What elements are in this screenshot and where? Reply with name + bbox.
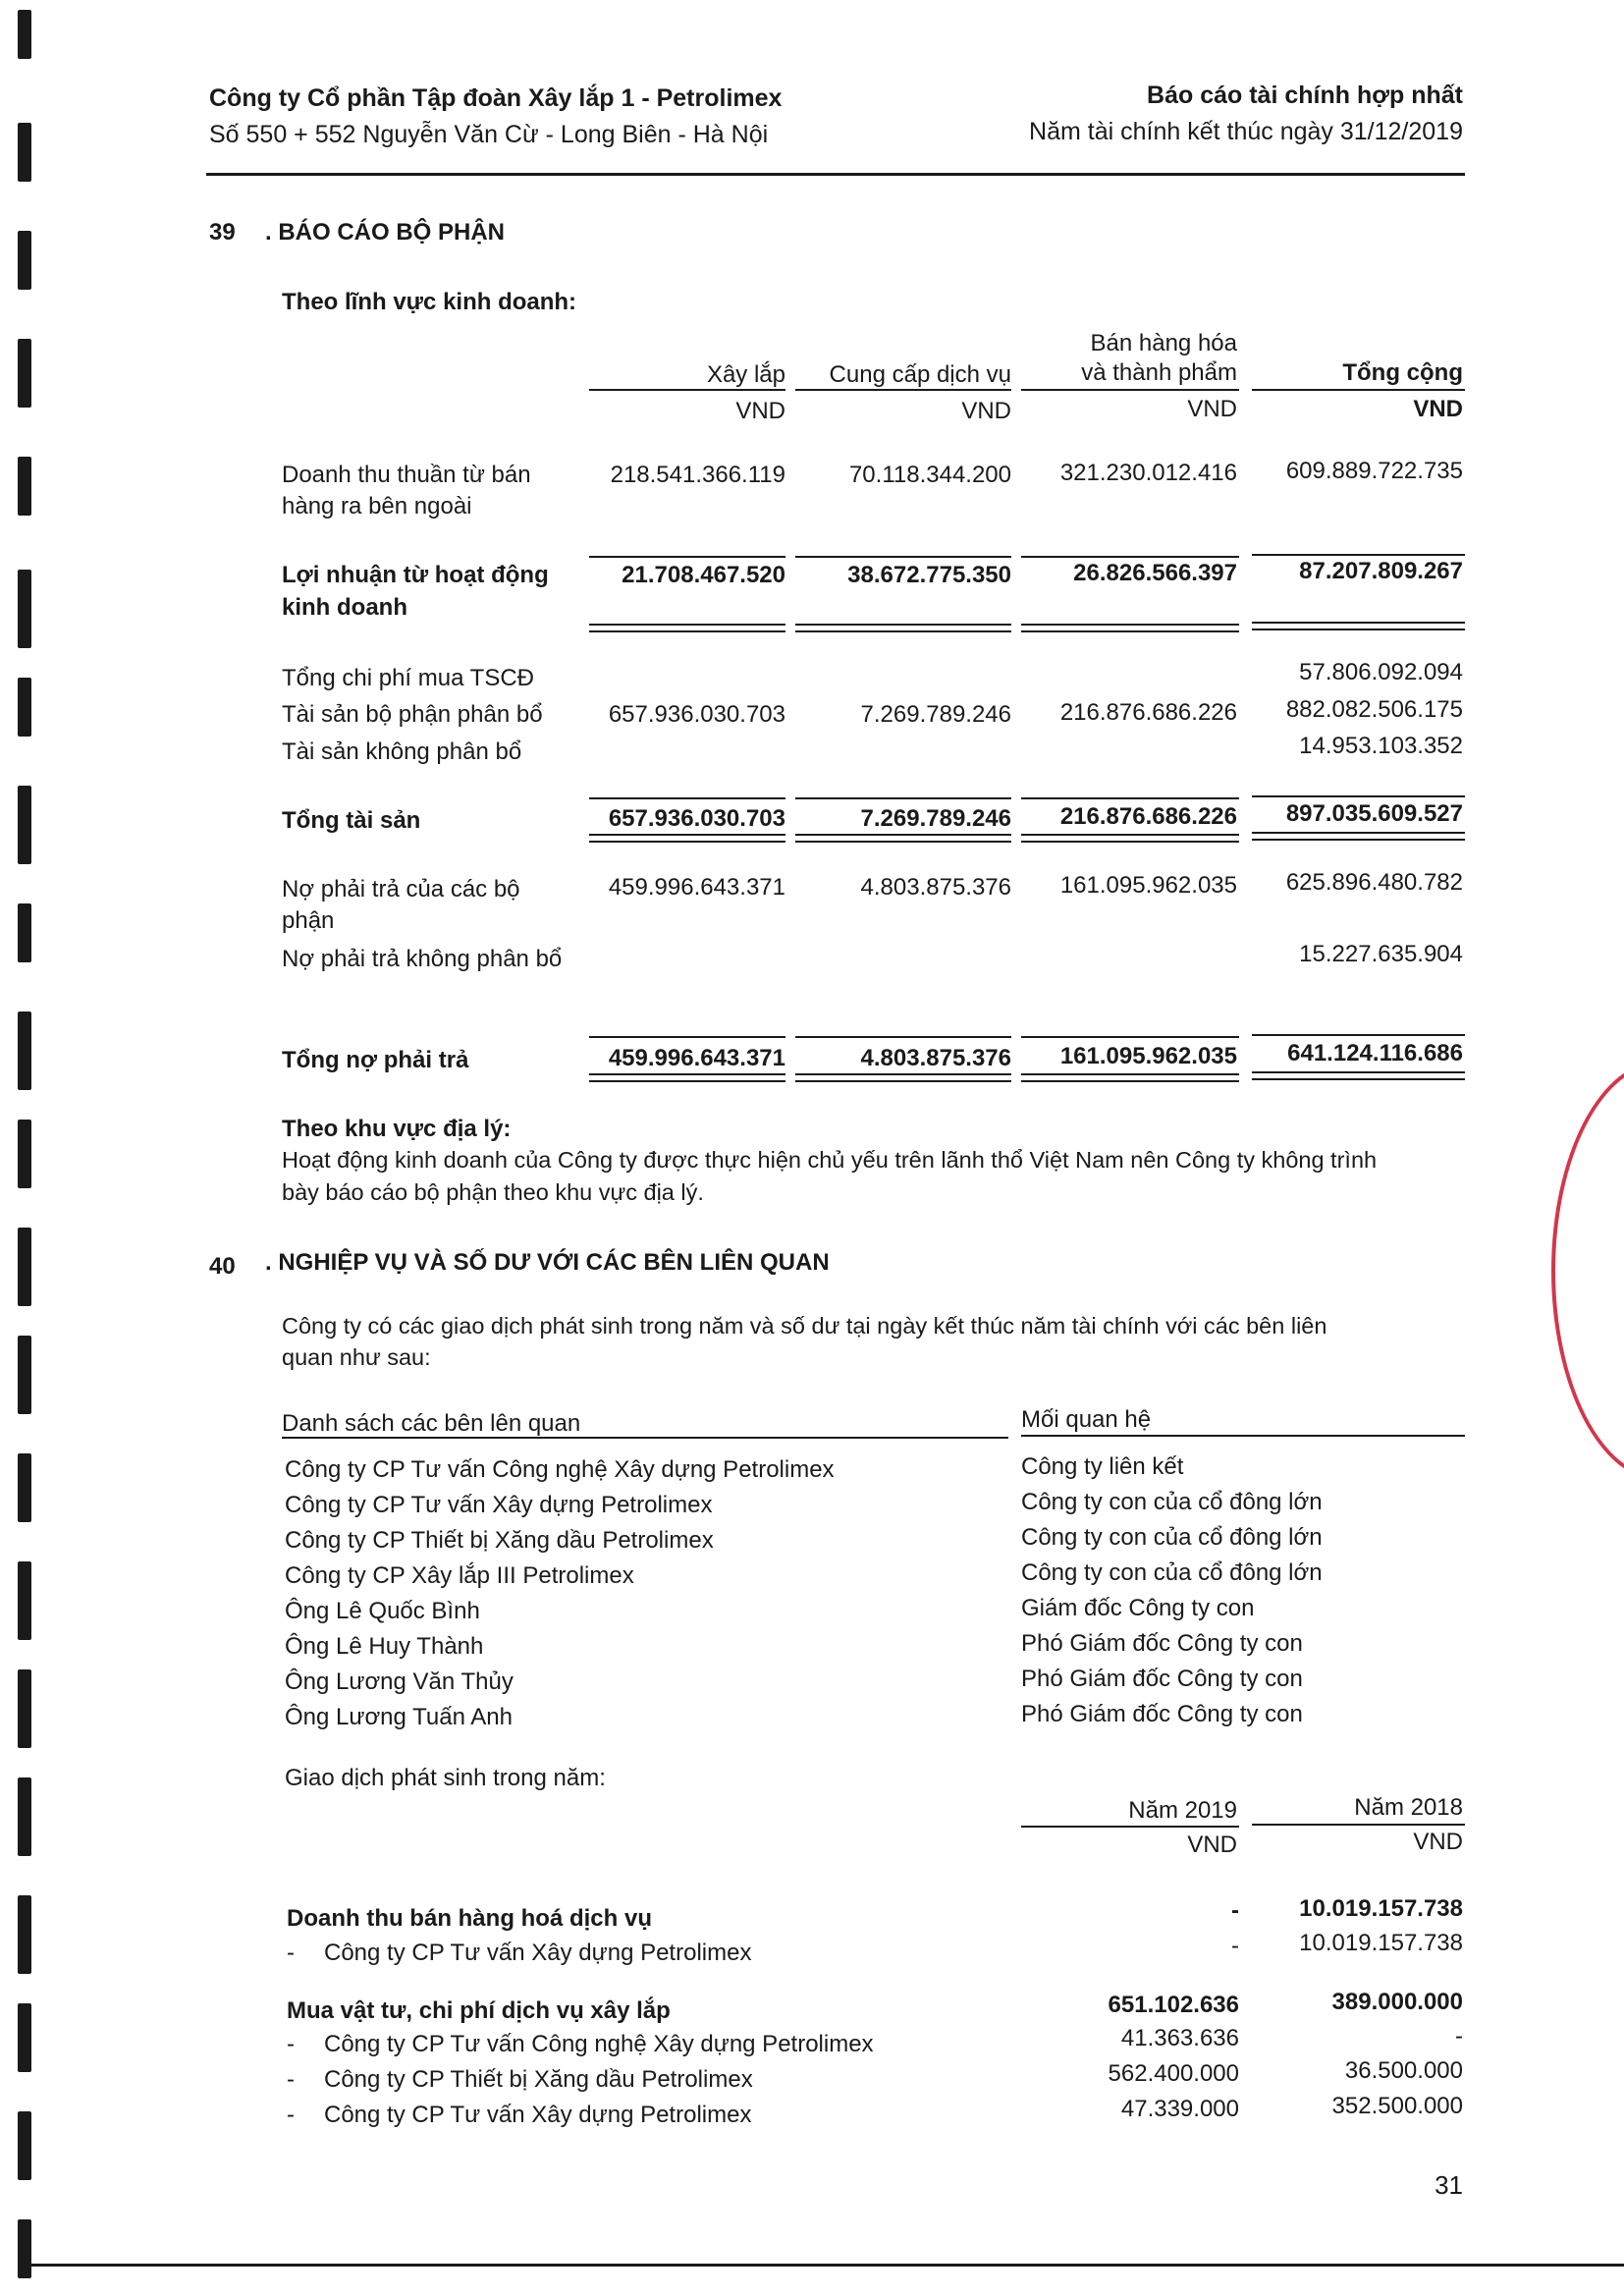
col-header-total: Tổng cộng [1342,359,1463,386]
unit: VND [1187,1831,1237,1858]
row-label: Tổng nợ phải trả [282,1047,469,1073]
cell: 657.936.030.703 [608,701,785,728]
cell: 651.102.636 [1108,1992,1239,2018]
list-item: Giám đốc Công ty con [1021,1595,1255,1621]
cell: 15.227.635.904 [1299,941,1463,967]
geo-text: Hoạt động kinh doanh của Công ty được thực hiện chủ yếu trên lãnh thổ Việt Nam nên Công ty không trình [282,1147,1378,1173]
cell: 57.806.092.094 [1299,659,1463,685]
bullet-dash: - [287,2066,295,2093]
list-item: Ông Lương Tuấn Anh [285,1704,513,1730]
cell: 321.230.012.416 [1059,460,1237,486]
cell: 7.269.789.246 [860,805,1011,832]
cell: 641.124.116.686 [1287,1040,1463,1066]
cell: 625.896.480.782 [1285,869,1463,896]
unit: VND [1187,396,1237,422]
row-label: Tổng chi phí mua TSCĐ [282,665,535,691]
transactions-title: Giao dịch phát sinh trong năm: [285,1765,606,1791]
unit: VND [735,398,785,424]
cell: 87.207.809.267 [1299,558,1463,584]
cell: 4.803.875.376 [860,1045,1011,1071]
col-header-2018: Năm 2018 [1354,1794,1463,1821]
bullet-dash: - [287,2102,295,2128]
col-header-2019: Năm 2019 [1128,1797,1237,1824]
col-header-relation: Mối quan hệ [1021,1406,1152,1433]
col-header-services: Cung cấp dịch vụ [829,361,1011,388]
cell: - [1231,1933,1239,1959]
row-label: Công ty CP Tư vấn Xây dựng Petrolimex [324,2102,752,2128]
row-label: Công ty CP Tư vấn Xây dựng Petrolimex [324,1940,752,1966]
row-label: Tài sản không phân bổ [282,738,522,765]
list-item: Công ty con của cổ đông lớn [1021,1489,1323,1515]
cell: 389.000.000 [1331,1989,1463,2015]
geo-text: bày báo cáo bộ phận theo khu vực địa lý. [282,1179,704,1205]
row-label: Doanh thu bán hàng hoá dịch vụ [287,1905,652,1932]
row-label: kinh doanh [282,594,407,621]
cell: 216.876.686.226 [1059,803,1237,830]
cell: 161.095.962.035 [1059,1043,1237,1069]
unit: VND [961,398,1011,424]
list-item: Công ty liên kết [1021,1453,1184,1480]
cell: 21.708.467.520 [622,562,785,588]
cell: 562.400.000 [1108,2060,1239,2087]
cell: 897.035.609.527 [1285,800,1463,827]
unit: VND [1413,1829,1463,1855]
cell: 352.500.000 [1331,2093,1463,2119]
cell: 14.953.103.352 [1299,733,1463,759]
cell: 26.826.566.397 [1073,560,1237,586]
list-item: Công ty con của cổ đông lớn [1021,1559,1323,1586]
col-header-party: Danh sách các bên lên quan [282,1410,581,1437]
list-item: Công ty CP Tư vấn Xây dựng Petrolimex [285,1492,713,1518]
cell: 36.500.000 [1344,2057,1463,2084]
list-item: Phó Giám đốc Công ty con [1021,1630,1303,1657]
cell: 216.876.686.226 [1059,699,1237,726]
cell: 70.118.344.200 [848,462,1011,488]
row-label: Tài sản bộ phận phân bổ [282,701,543,728]
row-label: Mua vật tư, chi phí dịch vụ xây lắp [287,1997,671,2024]
cell: - [1231,1897,1239,1924]
list-item: Công ty con của cổ đông lớn [1021,1524,1323,1551]
geo-title: Theo khu vực địa lý: [282,1116,512,1142]
list-item: Công ty CP Xây lắp III Petrolimex [285,1562,634,1589]
list-item: Ông Lê Huy Thành [285,1633,484,1660]
col-header-goods-line2: và thành phẩm [1081,359,1237,386]
cell: 38.672.775.350 [847,562,1011,588]
row-label: hàng ra bên ngoài [282,493,472,519]
section-39-title: . BÁO CÁO BỘ PHẬN [265,219,506,246]
row-label: Lợi nhuận từ hoạt động [282,562,549,588]
segment-subtitle: Theo lĩnh vực kinh doanh: [282,289,577,315]
cell: 47.339.000 [1120,2096,1239,2122]
cell: 7.269.789.246 [860,701,1011,728]
cell: - [1455,2023,1463,2050]
cell: 218.541.366.119 [610,462,785,488]
header-divider [206,173,1465,176]
cell: 609.889.722.735 [1285,458,1463,484]
unit: VND [1413,396,1463,422]
row-label: Tổng tài sản [282,807,421,834]
page-number: 31 [1435,2170,1463,2200]
cell: 161.095.962.035 [1059,872,1237,899]
company-address: Số 550 + 552 Nguyễn Văn Cừ - Long Biên - Hà Nội [209,121,769,148]
bullet-dash: - [287,2031,295,2057]
section-40-number: 40 [209,1253,236,1280]
report-title: Báo cáo tài chính hợp nhất [1147,82,1463,109]
cell: 882.082.506.175 [1285,696,1463,723]
company-name: Công ty Cổ phần Tập đoàn Xây lắp 1 - Petrolimex [209,84,783,112]
cell: 10.019.157.738 [1299,1895,1463,1922]
intro-text: Công ty có các giao dịch phát sinh trong năm và số dư tại ngày kết thúc năm tài chính với các bên liên [282,1313,1327,1339]
row-label: Nợ phải trả không phân bổ [282,946,563,972]
bottom-edge-line [29,2264,1624,2267]
cell: 41.363.636 [1120,2025,1239,2051]
cell: 459.996.643.371 [608,1045,785,1071]
section-39-number: 39 [209,219,236,246]
cell: 657.936.030.703 [608,805,785,832]
bullet-dash: - [287,1940,295,1966]
fiscal-year: Năm tài chính kết thúc ngày 31/12/2019 [1029,118,1463,145]
list-item: Công ty CP Thiết bị Xăng dầu Petrolimex [285,1527,714,1554]
cell: 459.996.643.371 [608,874,785,901]
list-item: Công ty CP Tư vấn Công nghệ Xây dựng Petrolimex [285,1456,835,1483]
list-item: Ông Lê Quốc Bình [285,1598,480,1624]
section-40-title: . NGHIỆP VỤ VÀ SỐ DƯ VỚI CÁC BÊN LIÊN QUAN [265,1249,830,1276]
row-label: Doanh thu thuần từ bán [282,462,531,488]
cell: 10.019.157.738 [1299,1930,1463,1956]
cell: 4.803.875.376 [860,874,1011,901]
row-label: Nợ phải trả của các bộ [282,876,520,902]
list-item: Ông Lương Văn Thủy [285,1668,514,1695]
list-item: Phó Giám đốc Công ty con [1021,1666,1303,1692]
row-label: Công ty CP Thiết bị Xăng dầu Petrolimex [324,2066,753,2093]
intro-text: quan như sau: [282,1344,431,1370]
stamp-seal [1551,1061,1624,1481]
row-label: Công ty CP Tư vấn Công nghệ Xây dựng Petrolimex [324,2031,874,2057]
row-label: phận [282,907,335,934]
col-header-construction: Xây lắp [706,361,785,388]
col-header-goods-line1: Bán hàng hóa [1090,330,1237,356]
list-item: Phó Giám đốc Công ty con [1021,1701,1303,1727]
